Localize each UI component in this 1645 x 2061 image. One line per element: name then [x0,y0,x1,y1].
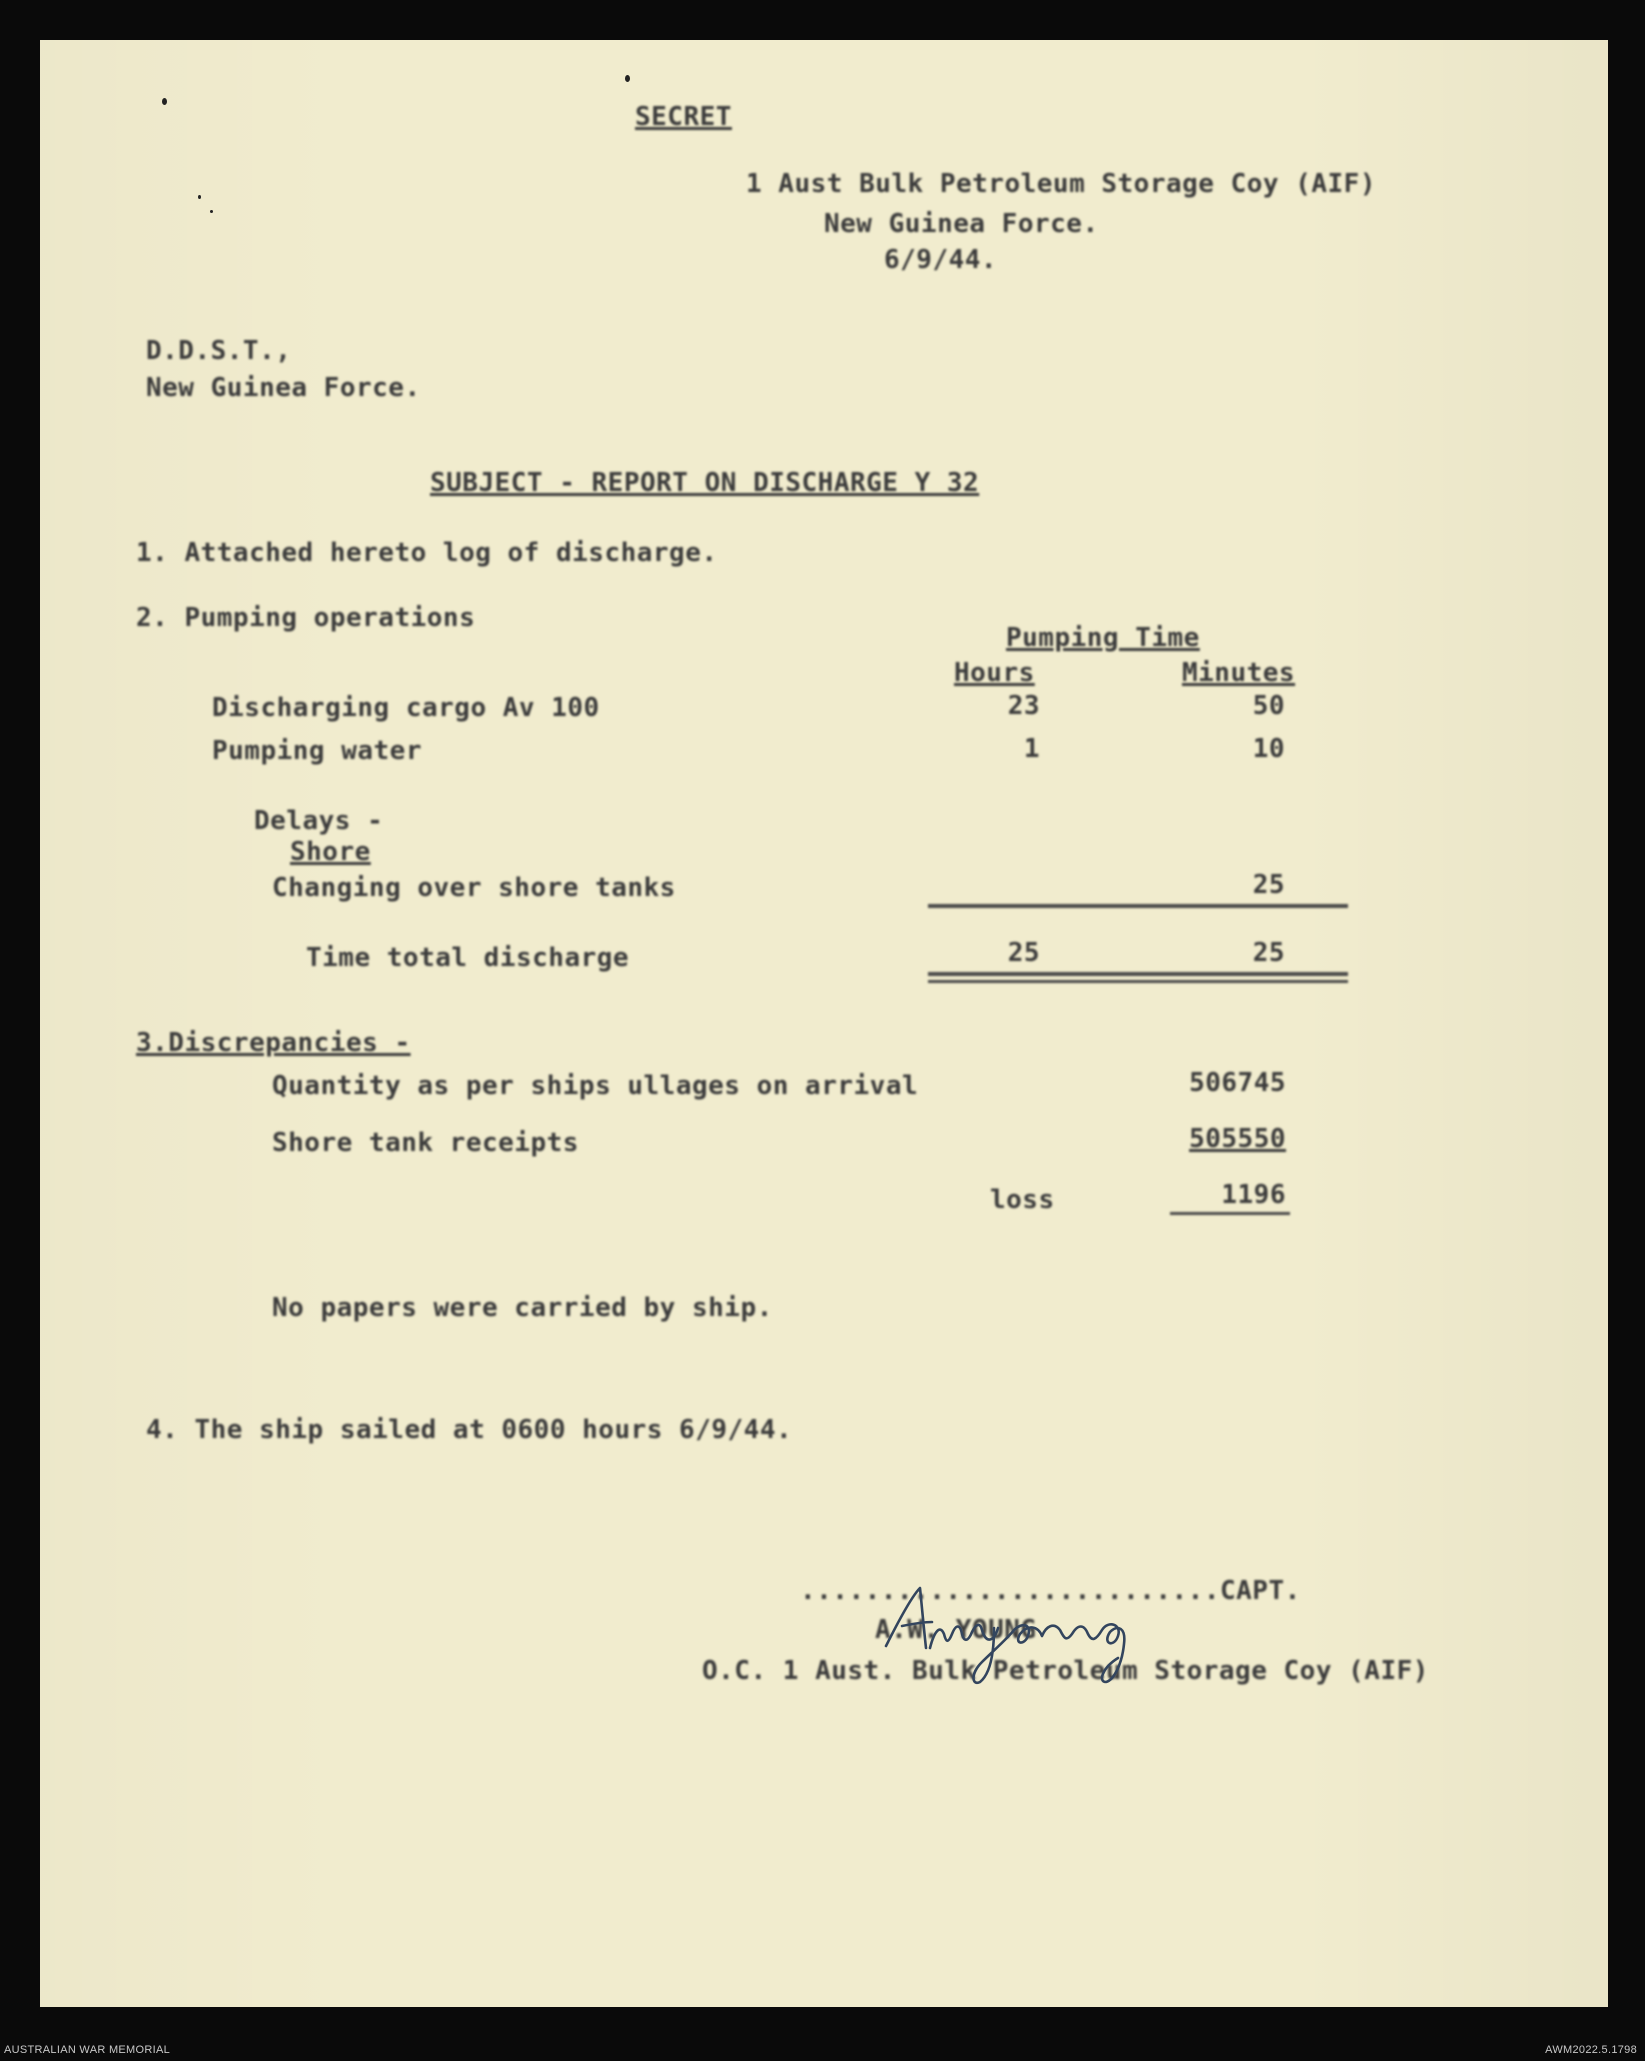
changing-minutes: 25 [1252,870,1285,900]
discrepancy-row-value: 505550 [1189,1124,1286,1154]
paragraph-3-heading: 3.Discrepancies - [136,1028,411,1058]
unit-line: 1 Aust Bulk Petroleum Storage Coy (AIF) [746,169,1376,199]
loss-rule [1170,1212,1290,1215]
pumping-row-minutes: 50 [1252,691,1285,721]
pumping-row-label: Pumping water [212,736,422,766]
discrepancy-row-label: Quantity as per ships ullages on arrival [272,1071,919,1101]
no-papers-note: No papers were carried by ship. [272,1293,773,1323]
paragraph-4: 4. The ship sailed at 0600 hours 6/9/44. [146,1415,793,1445]
discrepancy-row-value: 506745 [1189,1068,1286,1098]
changing-label: Changing over shore tanks [272,873,676,903]
ink-speck [198,195,201,199]
total-label: Time total discharge [306,943,630,973]
ink-speck [162,98,167,105]
shore-label: Shore [290,837,371,867]
signature-line: ..........................CAPT. [800,1576,1301,1606]
pumping-row-label: Discharging cargo Av 100 [212,693,600,723]
footer-accession-number: AWM2022.5.1798 [1545,2044,1637,2056]
paragraph-2-heading: 2. Pumping operations [136,603,476,633]
loss-value: 1196 [1221,1180,1286,1210]
total-rule [928,972,1348,976]
ink-speck [210,210,213,213]
paragraph-1: 1. Attached hereto log of discharge. [136,538,718,568]
date-line: 6/9/44. [884,245,998,275]
classification: SECRET [635,102,732,132]
pumping-row-hours: 1 [1023,734,1040,764]
pumping-row-hours: 23 [1007,691,1040,721]
handwritten-signature [882,1578,1282,1688]
ink-speck [625,75,630,82]
discrepancy-row-label: Shore tank receipts [272,1128,579,1158]
hours-heading: Hours [954,658,1035,688]
signatory-name: A.W. YOUNG [875,1615,1037,1645]
delays-label: Delays - [254,806,384,836]
pumping-row-minutes: 10 [1252,734,1285,764]
force-line: New Guinea Force. [824,209,1099,239]
footer-institution: AUSTRALIAN WAR MEMORIAL [4,2044,171,2056]
minutes-heading: Minutes [1182,658,1296,688]
loss-label: loss [990,1185,1055,1215]
document-page [40,40,1608,2007]
signatory-title: O.C. 1 Aust. Bulk Petroleum Storage Coy (AIF) [702,1656,1429,1686]
addressee-line-2: New Guinea Force. [146,373,421,403]
sum-rule [928,904,1348,908]
total-double-rule [928,980,1348,983]
subject-line: SUBJECT - REPORT ON DISCHARGE Y 32 [430,468,980,498]
pumping-time-heading: Pumping Time [1006,623,1200,653]
total-hours: 25 [1007,938,1040,968]
addressee-line-1: D.D.S.T., [146,336,292,366]
total-minutes: 25 [1252,938,1285,968]
